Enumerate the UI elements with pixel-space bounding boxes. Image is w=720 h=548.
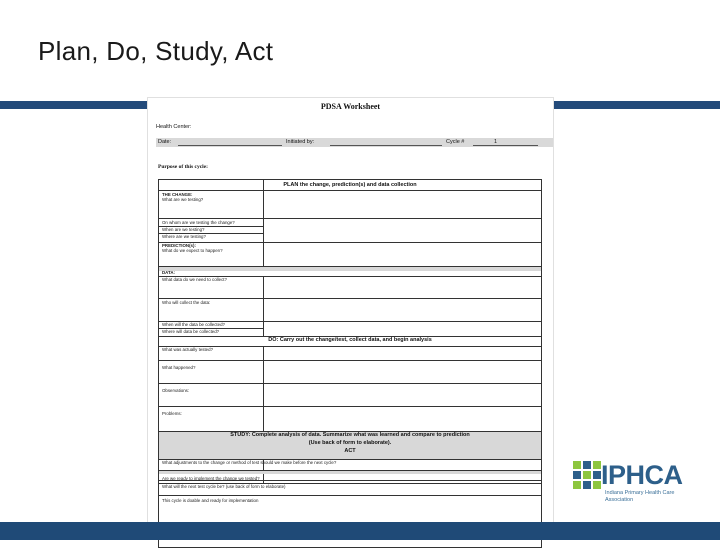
logo-subtitle: Indiana Primary Health Care Association [605, 490, 675, 503]
date-label: Date: [158, 139, 172, 145]
initiated-by-label: Initiated by: [286, 139, 315, 145]
pdsa-grid [158, 179, 542, 548]
do-header: DO: Carry out the change/test, collect data, and begin analysis [268, 337, 432, 343]
data-title: DATA: [162, 270, 176, 275]
study-header-line-2: (Use back of form to elaborate). [308, 440, 392, 446]
slide-title: Plan, Do, Study, Act [38, 36, 274, 66]
ready-implement-question: Are we ready to implement the change we tested? [162, 476, 260, 481]
study-header-line-1: STUDY: Complete analysis of data. Summarize what was learned and compare to prediction [230, 432, 470, 438]
change-question: What are we testing? [162, 197, 204, 202]
when-collect-question: When will the data be collected? [162, 322, 225, 327]
on-whom-question: On whom are we testing the change? [162, 220, 235, 225]
logo-text: IPHCA [601, 460, 683, 490]
data-question: What data do we need to collect? [162, 277, 227, 282]
worksheet-title: PDSA Worksheet [320, 102, 381, 111]
iphca-logo [573, 456, 713, 508]
act-header: ACT [344, 448, 356, 454]
date-field[interactable] [178, 145, 282, 146]
prediction-question: What do we expect to happen? [162, 248, 223, 253]
ready-statement: This cycle is doable and ready for implementation [162, 498, 259, 503]
what-tested-question: What was actually tested? [162, 347, 214, 352]
cycle-label: Cycle # [446, 139, 465, 145]
pdsa-worksheet [147, 97, 554, 524]
what-happened-question: What happened? [162, 365, 196, 370]
when-testing-question: When are we testing? [162, 227, 205, 232]
observations-label: Observations: [162, 388, 190, 393]
prediction-title: PREDICTION(s): [162, 243, 196, 248]
where-testing-question: Where are we testing? [162, 234, 206, 239]
initiated-by-field[interactable] [330, 145, 442, 146]
plan-header: PLAN the change, prediction(s) and data collection [283, 182, 417, 188]
footer-band [0, 522, 720, 540]
who-collect-question: Who will collect the data: [162, 300, 211, 305]
change-title: THE CHANGE: [162, 192, 193, 197]
health-center-label: Health Center: [156, 124, 192, 130]
next-cycle-question: What will the next test cycle be? (use back of form to elaborate) [162, 484, 286, 489]
header-strip [156, 138, 553, 147]
iphca-mark-icon [573, 461, 601, 491]
cycle-value: 1 [494, 139, 498, 145]
purpose-label: Purpose of this cycle: [158, 164, 208, 170]
adjustments-question: What adjustments to the change or method of test should we make before the next cycle? [162, 460, 337, 465]
cycle-field[interactable] [473, 145, 538, 146]
where-collect-question: Where will data be collected? [162, 329, 220, 334]
problems-label: Problems: [162, 411, 182, 416]
